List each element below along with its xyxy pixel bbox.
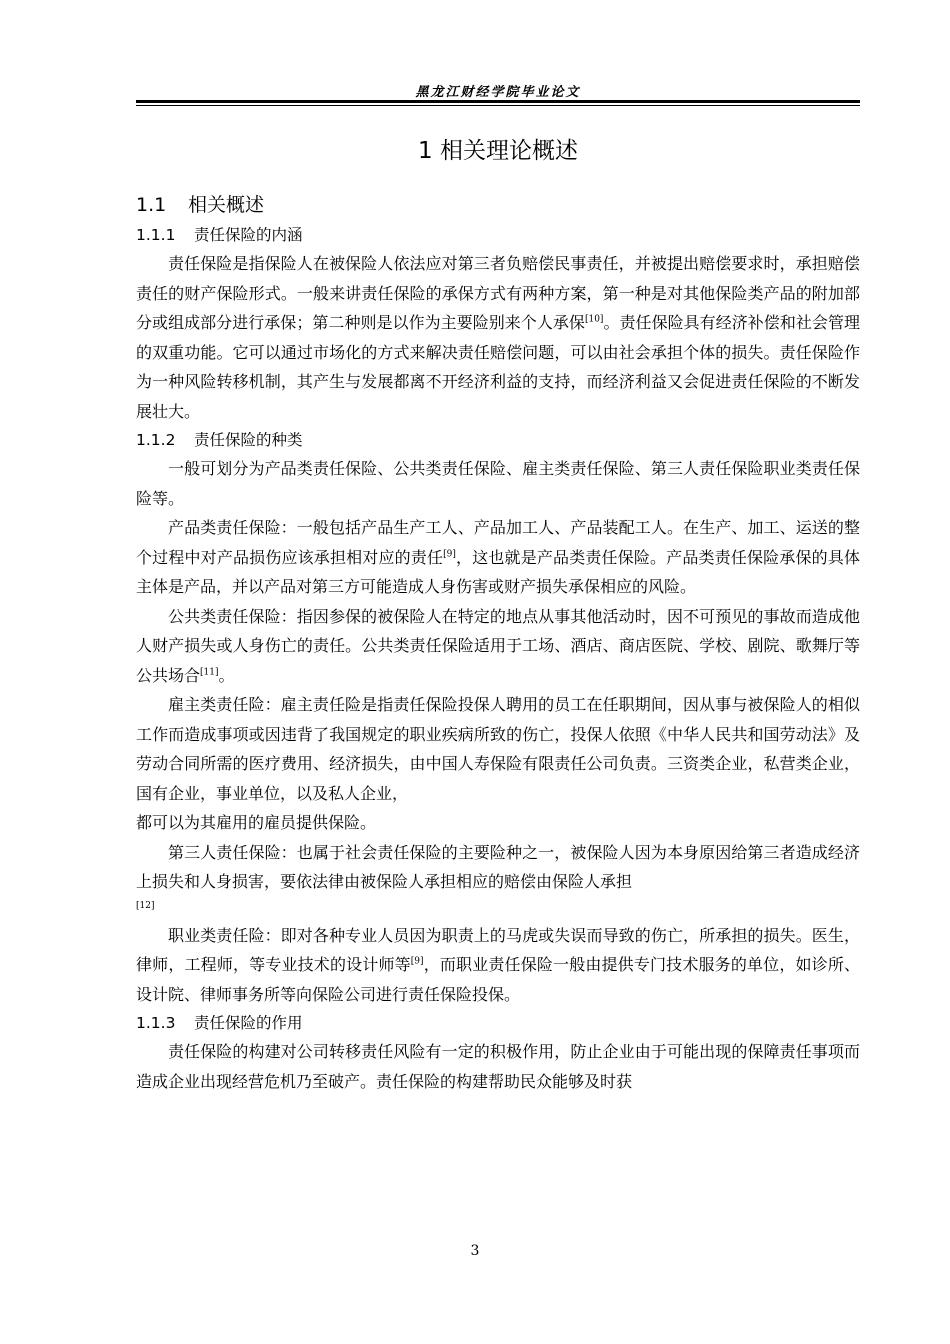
subsection-number: 1.1.1 [136,226,176,244]
paragraph: 一般可划分为产品类责任保险、公共类责任保险、雇主类责任保险、第三人责任保险职业类责任保险等。 [136,459,860,508]
paragraph: 责任保险的构建对公司转移责任风险有一定的积极作用，防止企业由于可能出现的保障责任事项而造成企业出现经营危机乃至破产。责任保险的构建帮助民众能够及时获 [136,1042,860,1091]
subsection-heading-1-1-3 [136,1009,860,1037]
header-rule-thick [136,100,860,103]
running-header: 黑龙江财经学院毕业论文 [415,85,581,100]
subsection-number: 1.1.3 [136,1014,176,1032]
citation: [11] [200,667,219,678]
paragraph-text: 职业类责任险：即对各种专业人员因为职责上的马虎或失误而导致的伤亡，所承担的损失。医生，律师，工程师，等专业技术的设计师等 [136,925,860,974]
page-body [136,131,860,1096]
citation: [9] [410,956,424,967]
paragraph-text: 责任保险是指保险人在被保险人依法应对第三者负赔偿民事责任，并被提出赔偿要求时，承担赔偿责任的财产保险形式。一般来讲责任保险的承保方式有两种方案，第一种是对其他保险类产品的附加部分或组成部分进行承保；第二种则是以作为主要险别来个人承保 [136,254,860,332]
paragraph-text: ，而职业责任保险一般由提供专门技术服务的单位，如诊所、设计院、律师事务所等向保险公司进行责任保险投保。 [136,955,860,1004]
header-rule-thin [136,105,860,106]
paragraph-text: 公共类责任保险：指因参保的被保险人在特定的地点从事其他活动时，因不可预见的事故而造成他人财产损失或人身伤亡的责任。公共类责任保险适用于工场、酒店、商店医院、学校、剧院、歌舞厅等公共场合 [136,606,860,685]
paragraph [136,249,860,426]
paragraph [136,513,860,602]
section-title: 相关概述 [188,194,265,216]
page-number: 3 [470,1243,480,1259]
citation: [12] [136,900,155,911]
subsection-title: 责任保险的种类 [194,431,303,449]
paragraph: 第三人责任保险：也属于社会责任保险的主要险种之一，被保险人因为本身原因给第三者造成经济上损失和人身损害，要依法律由被保险人承担相应的赔偿由保险人承担 [136,842,860,891]
citation: [9] [443,549,456,560]
subsection-number: 1.1.2 [136,431,176,449]
chapter-title: 1 相关理论概述 [418,138,578,164]
subsection-heading-1-1-1 [136,221,860,249]
section-number: 1.1 [136,194,167,216]
paragraph-text: ，这也就是产品类责任保险。产品类责任保险承保的具体主体是产品，并以产品对第三方可能造成人身伤害或财产损失承保相应的风险。 [136,547,860,596]
subsection-title: 责任保险的内涵 [194,226,303,244]
paragraph-continuation: 都可以为其雇用的雇员提供保险。 [136,813,377,832]
subsection-heading-1-1-2 [136,426,860,454]
subsection-title: 责任保险的作用 [194,1014,303,1032]
paragraph [136,921,860,1010]
section-heading-1-1 [136,189,860,221]
paragraph-text: 。 [218,665,235,685]
paragraph [136,602,860,691]
paragraph-text: 产品类责任保险：一般包括产品生产工人、产品加工人、产品装配工人。在生产、加工、运送的整个过程中对产品损伤应该承担相对应的责任 [136,518,860,567]
paragraph-text: 。责任保险具有经济补偿和社会管理的双重功能。它可以通过市场化的方式来解决责任赔偿问题，可以由社会承担个体的损失。责任保险作为一种风险转移机制，其产生与发展都离不开经济利益的支持，而经济利益又会促进责任保险的不断发展壮大。 [136,313,860,421]
paragraph: 雇主类责任险：雇主责任险是指责任保险投保人聘用的员工在任职期间，因从事与被保险人的相似工作而造成事项或因违背了我国规定的职业疾病所致的伤亡，投保人依照《中华人民共和国劳动法》及劳动合同所需的医疗费用、经济损失，由中国人寿保险有限责任公司负责。三资类企业，私营类企业，国有企业，事业单位，以及私人企业， [136,695,860,803]
citation: [10] [584,314,604,325]
